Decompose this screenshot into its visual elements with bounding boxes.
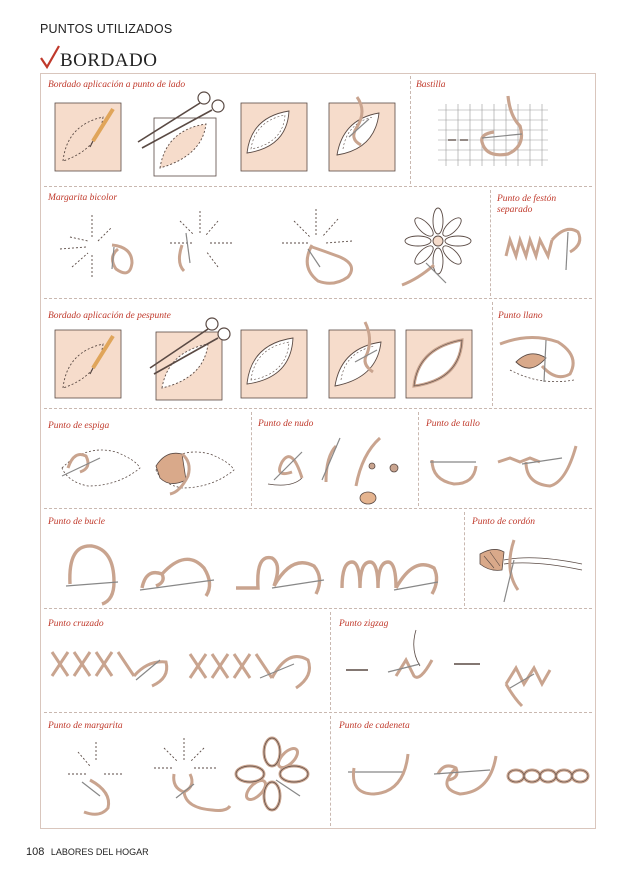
applique-basted-illustration <box>241 103 309 175</box>
column-divider <box>410 76 411 184</box>
label-nudo: Punto de nudo <box>258 419 314 429</box>
margarita-bicolor-step1 <box>50 207 150 281</box>
label-aplicacion-lado: Bordado aplicación a punto de lado <box>48 80 186 90</box>
tallo-illustration <box>426 440 592 496</box>
pespunte-stitching-illustration <box>325 322 399 404</box>
pespunte-finished-illustration <box>406 330 474 402</box>
zigzag-step2 <box>450 654 586 710</box>
bastilla-grid-illustration <box>438 96 550 170</box>
espiga-step1 <box>58 438 144 496</box>
label-margarita-bicolor: Margarita bicolor <box>48 193 118 203</box>
column-divider <box>330 612 331 710</box>
label-cordon: Punto de cordón <box>472 517 535 527</box>
row-divider <box>44 186 592 187</box>
bucle-step3 <box>232 548 328 598</box>
section-label: PUNTOS UTILIZADOS <box>40 22 173 36</box>
feston-separado-illustration <box>500 218 590 288</box>
page-title: BORDADO <box>60 50 158 71</box>
pespunte-pencil-illustration <box>55 330 123 402</box>
espiga-step2 <box>152 440 238 498</box>
cruzado-step2 <box>186 640 320 692</box>
label-margarita: Punto de margarita <box>48 721 123 731</box>
bucle-step1 <box>62 538 124 608</box>
page-number: 108 <box>26 846 45 858</box>
pespunte-basted-illustration <box>241 330 309 402</box>
bucle-step4 <box>338 548 442 598</box>
cadeneta-step2 <box>430 748 502 802</box>
cruzado-step1 <box>48 640 172 692</box>
column-divider <box>418 412 419 506</box>
cadeneta-step1 <box>344 748 420 802</box>
row-divider <box>44 298 592 299</box>
column-divider <box>492 302 493 406</box>
row-divider <box>44 508 592 509</box>
pespunte-scissors-illustration <box>148 318 232 404</box>
checkmark-icon <box>38 44 62 70</box>
margarita-bicolor-flower <box>398 205 478 289</box>
margarita-bicolor-step3 <box>278 205 368 289</box>
llano-illustration <box>500 330 584 394</box>
label-cadeneta: Punto de cadeneta <box>339 721 410 731</box>
margarita-bicolor-step2 <box>160 205 246 281</box>
label-bucle: Punto de bucle <box>48 517 105 527</box>
page-footer <box>26 846 149 858</box>
label-llano: Punto llano <box>498 311 543 321</box>
margarita-flower <box>234 734 312 820</box>
applique-pencil-illustration <box>55 103 123 175</box>
label-feston-separado: Punto de festón separado <box>497 194 557 215</box>
row-divider <box>44 408 592 409</box>
margarita-step2 <box>150 734 234 820</box>
margarita-step1 <box>62 736 142 820</box>
column-divider <box>251 412 252 506</box>
column-divider <box>330 716 331 826</box>
row-divider <box>44 712 592 713</box>
applique-stitching-illustration <box>327 97 399 177</box>
label-zigzag: Punto zigzag <box>339 619 389 629</box>
column-divider <box>490 190 491 296</box>
label-bastilla: Bastilla <box>416 80 446 90</box>
label-tallo: Punto de tallo <box>426 419 480 429</box>
cadeneta-finished <box>506 762 592 790</box>
label-cruzado: Punto cruzado <box>48 619 104 629</box>
zigzag-step1 <box>342 630 442 696</box>
bucle-step2 <box>136 548 222 598</box>
cordon-illustration <box>474 530 586 606</box>
label-aplicacion-pespunte: Bordado aplicación de pespunte <box>48 311 171 321</box>
applique-scissors-illustration <box>132 90 232 178</box>
row-divider <box>44 608 592 609</box>
publication-name: LABORES DEL HOGAR <box>50 847 149 857</box>
column-divider <box>464 512 465 606</box>
label-espiga: Punto de espiga <box>48 421 110 431</box>
nudo-illustration <box>262 432 412 506</box>
